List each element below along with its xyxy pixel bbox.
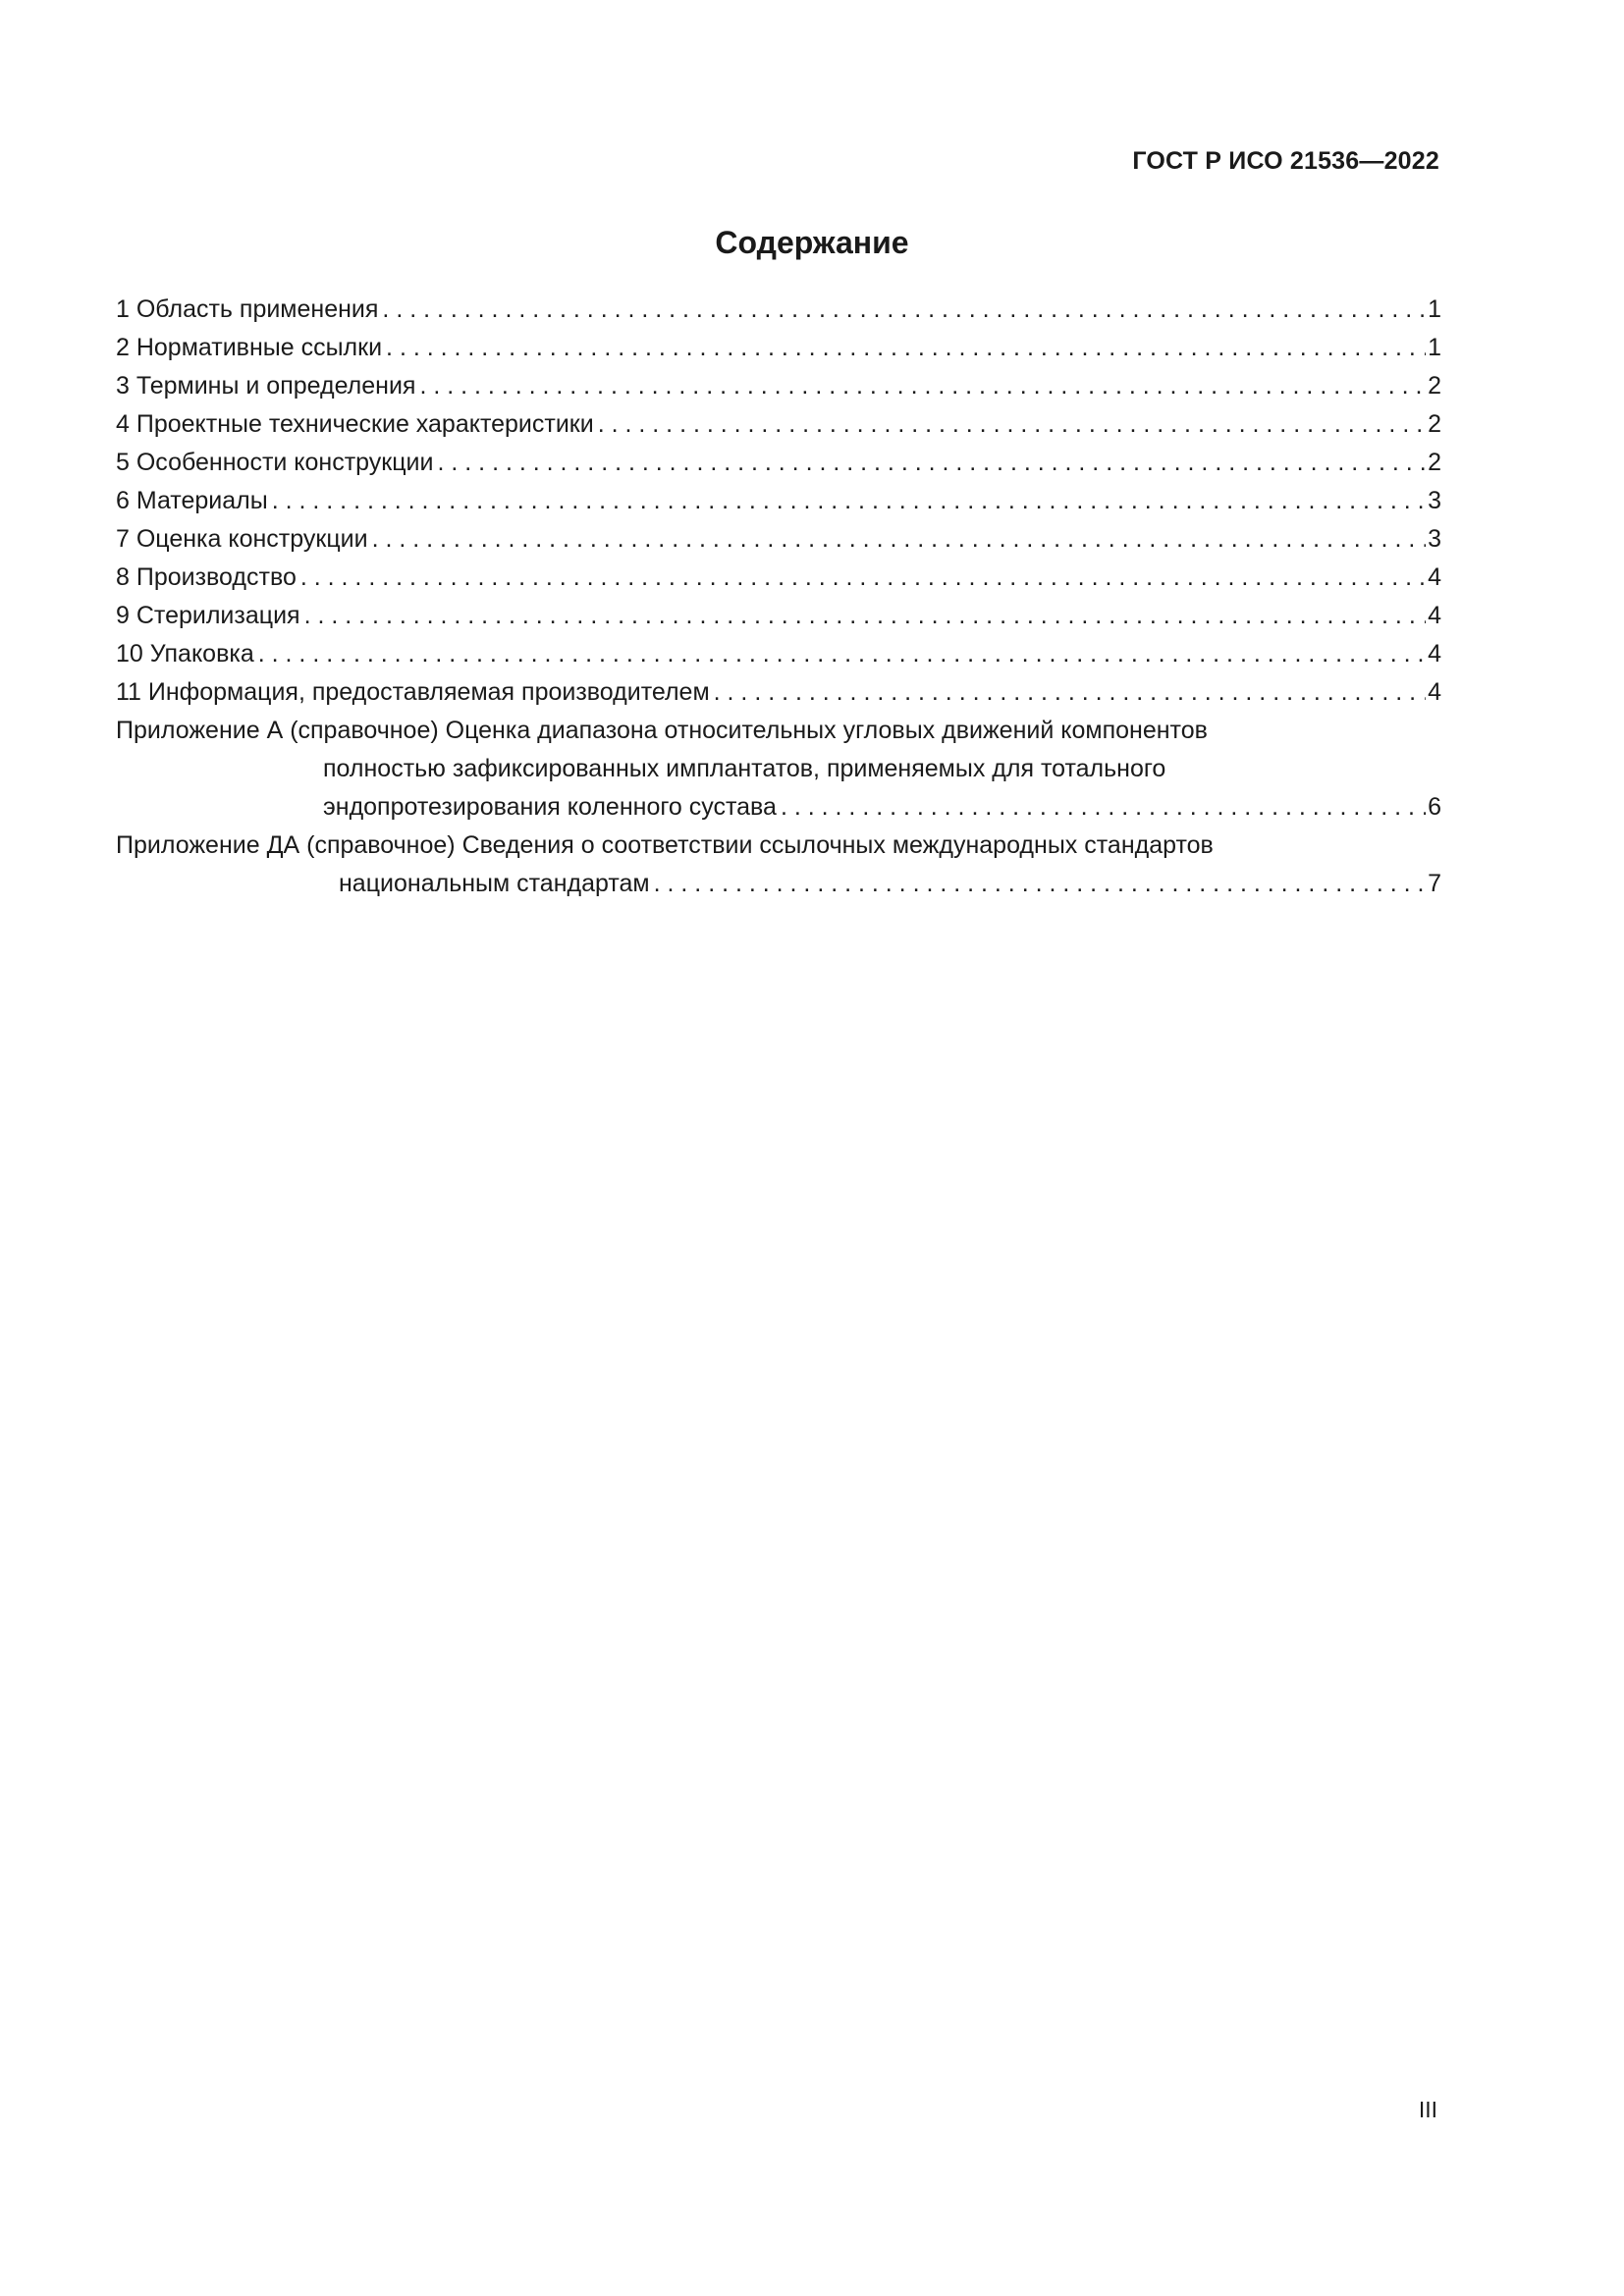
toc-appendix-da-line2[interactable]	[116, 865, 1441, 903]
dot-leader	[304, 597, 1427, 635]
dot-leader	[372, 520, 1427, 559]
toc-entry-page: 2	[1428, 449, 1441, 476]
toc-entry-title: Приложение ДА (справочное) Сведения о соответствии ссылочных международных стандартов	[116, 831, 1214, 859]
toc-entry-page: 4	[1428, 640, 1441, 667]
toc-entry-title: 1 Область применения	[116, 295, 379, 323]
toc-entry-page: 4	[1428, 602, 1441, 629]
dot-leader	[714, 673, 1426, 712]
toc-entry-title: 4 Проектные технические характеристики	[116, 410, 594, 438]
toc-entry-page: 4	[1428, 563, 1441, 591]
toc-appendix-a-line2[interactable]	[116, 750, 1441, 788]
dot-leader	[781, 788, 1426, 827]
dot-leader	[272, 482, 1426, 520]
toc-entry-page: 2	[1428, 372, 1441, 400]
toc-entry-title: 7 Оценка конструкции	[116, 525, 368, 553]
toc-entry-title: 10 Упаковка	[116, 640, 254, 667]
toc-entry-title: 6 Материалы	[116, 487, 268, 514]
toc-entry[interactable]	[116, 635, 1441, 673]
toc-entry[interactable]	[116, 520, 1441, 559]
toc-entry-page: 2	[1428, 410, 1441, 438]
toc-entry-title: Приложение А (справочное) Оценка диапазона относительных угловых движений компонентов	[116, 717, 1208, 744]
dot-leader	[438, 444, 1427, 482]
toc-entry-page: 7	[1428, 870, 1441, 897]
table-of-contents	[116, 291, 1441, 903]
toc-entry[interactable]	[116, 291, 1441, 329]
toc-entry-title: 9 Стерилизация	[116, 602, 300, 629]
toc-entry-title: 5 Особенности конструкции	[116, 449, 434, 476]
toc-entry[interactable]	[116, 367, 1441, 405]
toc-entry-title: 3 Термины и определения	[116, 372, 416, 400]
toc-entry-page: 3	[1428, 525, 1441, 553]
toc-entry-page: 1	[1428, 295, 1441, 323]
toc-appendix-da-line1[interactable]	[116, 827, 1441, 865]
toc-entry-title: полностью зафиксированных имплантатов, применяемых для тотального	[323, 755, 1166, 782]
toc-entry-page: 4	[1428, 678, 1441, 706]
dot-leader	[419, 367, 1426, 405]
dot-leader	[386, 329, 1426, 367]
toc-appendix-a-line1[interactable]	[116, 712, 1441, 750]
dot-leader	[258, 635, 1426, 673]
toc-entry[interactable]	[116, 405, 1441, 444]
toc-entry[interactable]	[116, 482, 1441, 520]
toc-entry-title: эндопротезирования коленного сустава	[323, 793, 777, 821]
document-code: ГОСТ Р ИСО 21536—2022	[1132, 147, 1439, 175]
toc-entry-title: 8 Производство	[116, 563, 297, 591]
toc-entry[interactable]	[116, 597, 1441, 635]
dot-leader	[598, 405, 1426, 444]
toc-entry-title: национальным стандартам	[339, 870, 650, 897]
dot-leader	[300, 559, 1426, 597]
toc-entry-page: 1	[1428, 334, 1441, 361]
toc-entry-page: 6	[1428, 793, 1441, 821]
toc-entry-title: 11 Информация, предоставляемая производителем	[116, 678, 710, 706]
toc-appendix-a-line3[interactable]	[116, 788, 1441, 827]
toc-entry[interactable]	[116, 444, 1441, 482]
dot-leader	[382, 291, 1426, 329]
page-number: III	[1418, 2097, 1437, 2122]
toc-entry[interactable]	[116, 559, 1441, 597]
page-title: Содержание	[715, 225, 909, 260]
dot-leader	[654, 865, 1426, 903]
toc-entry[interactable]	[116, 673, 1441, 712]
toc-entry[interactable]	[116, 329, 1441, 367]
toc-entry-page: 3	[1428, 487, 1441, 514]
toc-entry-title: 2 Нормативные ссылки	[116, 334, 383, 361]
